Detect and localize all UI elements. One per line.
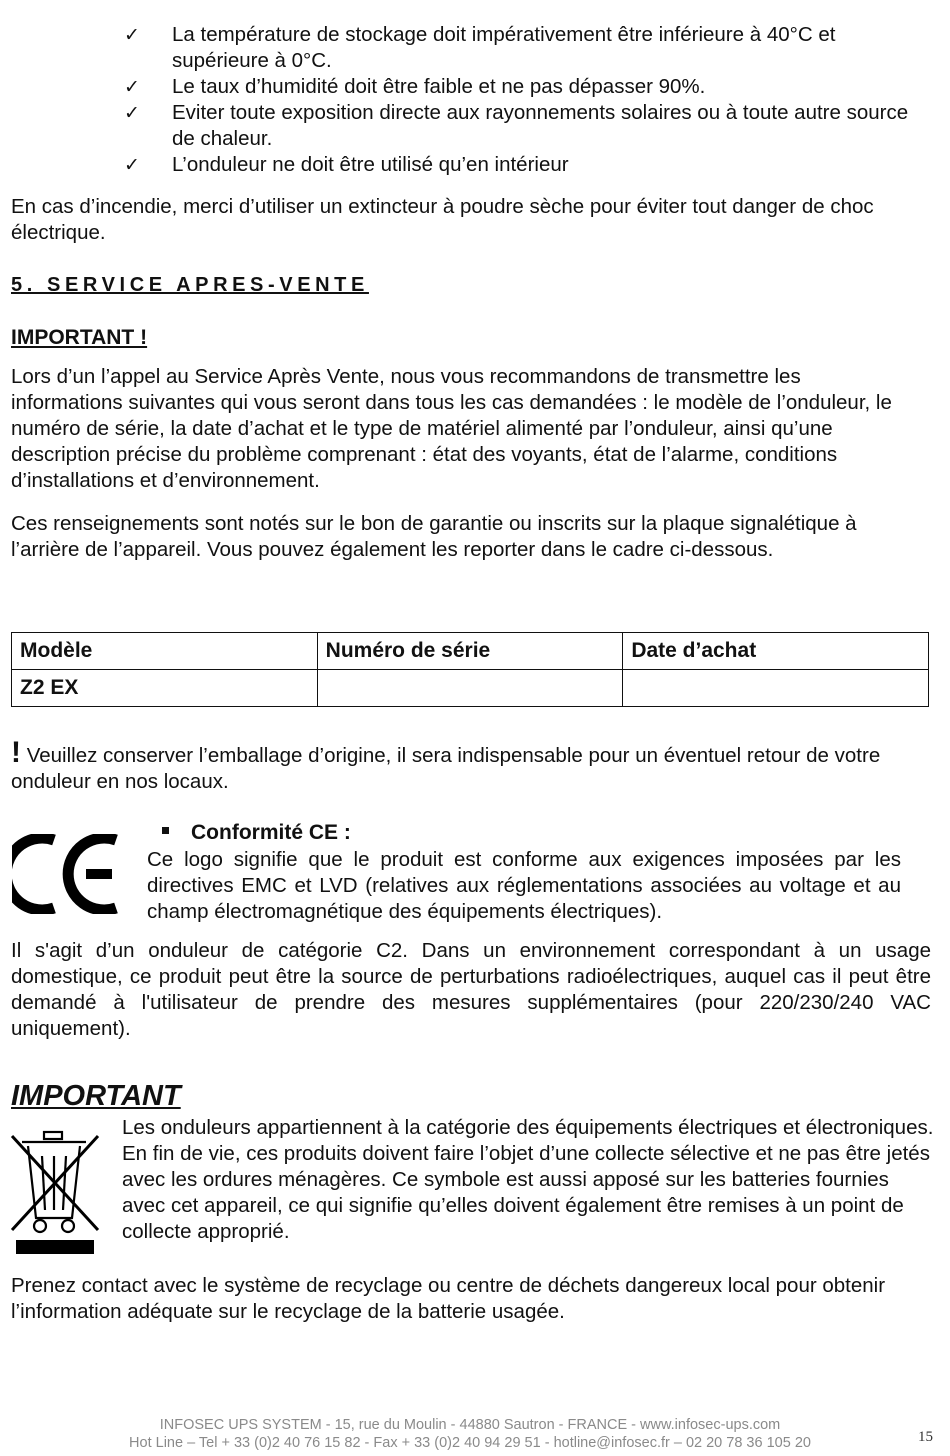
packaging-warning [11, 736, 926, 795]
check-icon: ✓ [124, 102, 140, 124]
square-bullet-icon [162, 827, 169, 834]
ce-description: Ce logo signifie que le produit est conforme aux exigences imposées par les directives EMC et LVD (relatives aux réglementations associées au voltage et au champ électromagnétique des équipements électriques). [147, 848, 901, 923]
check-icon: ✓ [124, 24, 140, 46]
product-info-table [11, 632, 929, 707]
list-item [0, 22, 940, 74]
sav-paragraph-1: Lors d’un l’appel au Service Après Vente, nous vous recommandons de transmettre les informations suivantes qui vous seront dans tous les cas demandées : le modèle de l’onduleur, le numéro de série, la date d’achat et le type de matériel alimenté par l’onduleur, ainsi qu’une description précise du problème comprenant : état des voyants, état de l’alarme, conditions d’installations et d’environnement. [11, 365, 892, 492]
c2-paragraph: Il s'agit d’un onduleur de catégorie C2. Dans un environnement correspondant à un usage domestique, ce produit peut être la source de perturbations radioélectriques, auquel cas il peut être demandé à l'utilisateur de prendre des mesures supplémentaires (pour 220/230/240 VAC uniquement). [11, 939, 931, 1040]
table-header-row [12, 633, 929, 670]
list-item [0, 74, 940, 100]
sav-paragraph-2: Ces renseignements sont notés sur le bon de garantie ou inscrits sur la plaque signalétique à l’arrière de l’appareil. Vous pouvez également les reporter dans le cadre ci-dessous. [11, 512, 857, 561]
header-cell-date: Date d’achat [623, 633, 929, 670]
footer-line-1: INFOSEC UPS SYSTEM - 15, rue du Moulin - 44880 Sautron - FRANCE - www.infosec-ups.com [159, 1417, 781, 1433]
list-item [0, 100, 940, 152]
list-item-text: Eviter toute exposition directe aux rayonnements solaires ou à toute autre source de chaleur. [172, 101, 909, 150]
header-cell-model: Modèle [12, 633, 318, 670]
footer-line-2: Hot Line – Tel + 33 (0)2 40 76 15 82 - Fax + 33 (0)2 40 94 29 51 - hotline@infosec.fr – 02 20 78 36 105 20 [129, 1435, 811, 1451]
header-cell-serial: Numéro de série [317, 633, 623, 670]
cell-date [623, 670, 929, 707]
check-icon: ✓ [124, 154, 140, 176]
list-item [0, 152, 940, 178]
important-heading: IMPORTANT ! [11, 326, 148, 349]
exclamation-icon: ! [11, 736, 21, 769]
storage-conditions-list [0, 22, 940, 178]
fire-paragraph: En cas d’incendie, merci d’utiliser un extincteur à poudre sèche pour éviter tout danger de choc électrique. [11, 195, 874, 244]
table-row [12, 670, 929, 707]
page-number: 15 [918, 1429, 933, 1445]
ce-heading [162, 820, 351, 846]
list-item-text: La température de stockage doit impérativement être inférieure à 40°C et supérieure à 0°C. [172, 23, 836, 72]
crossed-bin-icon [8, 1126, 104, 1256]
important-heading-2: IMPORTANT [11, 1080, 181, 1112]
page-footer [100, 1416, 840, 1452]
cell-serial [317, 670, 623, 707]
check-icon: ✓ [124, 76, 140, 98]
weee-description: Les onduleurs appartiennent à la catégorie des équipements électriques et électroniques. En fin de vie, ces produits doivent faire l’objet d’une collecte sélective et ne pas être jetés avec les ordures ménagères. Ce symbole est aussi apposé sur les batteries fournies avec cet appareil, ce qui signifie qu’elles doivent également être remises à un point de collecte approprié. [122, 1116, 934, 1243]
ce-heading-text: Conformité CE : [191, 821, 351, 844]
ce-mark-icon [12, 834, 122, 914]
section-title: 5. SERVICE APRES-VENTE [11, 274, 369, 296]
list-item-text: L’onduleur ne doit être utilisé qu’en intérieur [172, 153, 569, 176]
warning-text: Veuillez conserver l’emballage d’origine, il sera indispensable pour un éventuel retour de votre onduleur en nos locaux. [11, 744, 881, 793]
recycle-paragraph: Prenez contact avec le système de recyclage ou centre de déchets dangereux local pour obtenir l’information adéquate sur le recyclage de la batterie usagée. [11, 1274, 886, 1323]
list-item-text: Le taux d’humidité doit être faible et ne pas dépasser 90%. [172, 75, 706, 98]
cell-model: Z2 EX [12, 670, 318, 707]
